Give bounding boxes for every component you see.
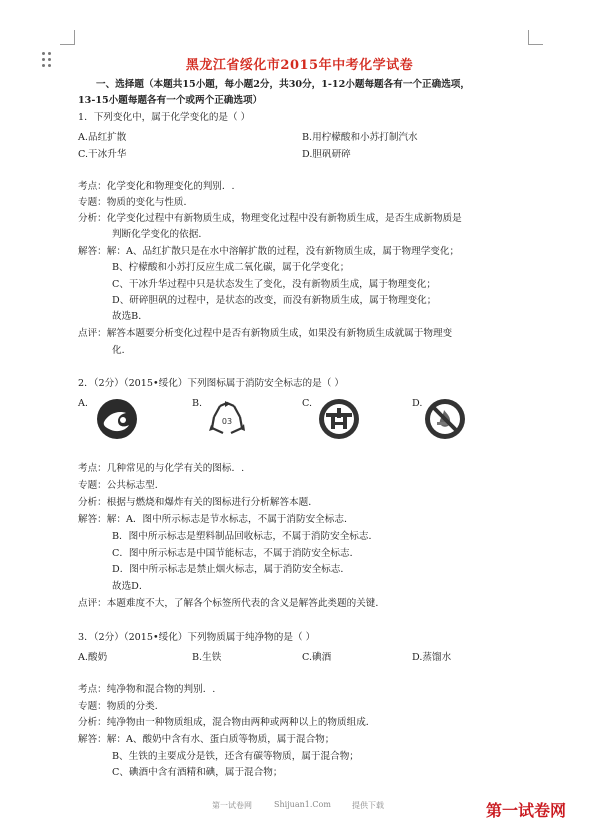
q2-dianping: 点评：本题难度不大，了解各个标签所代表的含义是解答此类题的关键． bbox=[78, 598, 385, 609]
no-fire-sign-icon bbox=[424, 398, 466, 440]
q1-jieda-line2: B、柠檬酸和小苏打反应生成二氧化碳，属于化学变化； bbox=[112, 262, 350, 273]
q3-fenxi: 分析：纯净物由一种物质组成，混合物由两种或两种以上的物质组成． bbox=[78, 717, 376, 728]
q3-option-b: B.生铁 bbox=[192, 652, 222, 663]
q3-zhuanti: 专题：物质的分类． bbox=[78, 701, 165, 712]
q2-option-d-label: D. bbox=[412, 398, 423, 409]
q1-option-a: A.品红扩散 bbox=[78, 132, 127, 143]
crop-mark-top-right bbox=[528, 30, 543, 45]
q2-stem: 2．（2分）（2015•绥化）下列图标属于消防安全标志的是（ ） bbox=[78, 378, 344, 389]
q1-jieda-line1: 解答：解：A、品红扩散只是在水中溶解扩散的过程，没有新物质生成，属于物理学变化； bbox=[78, 246, 460, 257]
q2-zhuanti: 专题：公共标志型． bbox=[78, 480, 165, 491]
q2-fenxi: 分析：根据与燃烧和爆炸有关的图标进行分析解答本题． bbox=[78, 497, 318, 508]
q3-stem: 3．（2分）（2015•绥化）下列物质属于纯净物的是（ ） bbox=[78, 632, 316, 643]
q3-kaodian: 考点：纯净物和混合物的判别．. bbox=[78, 684, 216, 695]
q1-fenxi-line1: 分析：化学变化过程中有新物质生成，物理变化过程中没有新物质生成，是否生成新物质是 bbox=[78, 213, 462, 224]
recycle-number: 03 bbox=[221, 417, 233, 426]
q2-option-a-label: A. bbox=[78, 398, 88, 409]
section-heading-line1: 一、选择题（本题共15小题，每小题2分，共30分，1-12小题每题各有一个正确选项， bbox=[96, 79, 470, 90]
q1-dianping-line1: 点评：解答本题要分析变化过程中是否有新物质生成，如果没有新物质生成就属于物理变 bbox=[78, 328, 453, 339]
footer-center[interactable]: Shijuan1.Com bbox=[274, 800, 331, 809]
section-heading-line2: 13-15小题每题各有一个或两个正确选项） bbox=[78, 95, 263, 106]
brand-logo: 第一试卷网 bbox=[486, 801, 567, 820]
q2-jieda-line1: 解答：解：A．图中所示标志是节水标志，不属于消防安全标志． bbox=[78, 514, 354, 525]
q1-option-b: B.用柠檬酸和小苏打制汽水 bbox=[302, 132, 418, 143]
china-energy-saving-sign-icon bbox=[318, 398, 360, 440]
q2-kaodian: 考点：几种常见的与化学有关的图标．. bbox=[78, 463, 245, 474]
q2-jieda-line3: C．图中所示标志是中国节能标志，不属于消防安全标志． bbox=[112, 548, 360, 559]
q1-stem: 1．下列变化中，属于化学变化的是（ ） bbox=[78, 112, 251, 123]
q1-jieda-line4: D、研碎胆矾的过程中，是状态的改变，而没有新物质生成，属于物理变化； bbox=[112, 295, 437, 306]
q3-jieda-line1: 解答：解：A、酸奶中含有水、蛋白质等物质，属于混合物； bbox=[78, 734, 335, 745]
q2-jieda-line5: 故选D． bbox=[112, 581, 149, 592]
q2-jieda-line2: B．图中所示标志是塑料制品回收标志，不属于消防安全标志． bbox=[112, 531, 379, 542]
q1-dianping-line2: 化． bbox=[112, 345, 132, 356]
q1-zhuanti: 专题：物质的变化与性质． bbox=[78, 197, 194, 208]
crop-mark-top-left bbox=[60, 30, 75, 45]
q1-option-d: D.胆矾研碎 bbox=[302, 149, 351, 160]
q1-jieda-line5: 故选B． bbox=[112, 311, 148, 322]
q3-option-d: D.蒸馏水 bbox=[412, 652, 452, 663]
page-title: 黑龙江省绥化市2015年中考化学试卷 bbox=[185, 58, 414, 73]
q3-jieda-line2: B、生铁的主要成分是铁，还含有碳等物质，属于混合物； bbox=[112, 751, 359, 762]
q3-option-c: C.碘酒 bbox=[302, 652, 332, 663]
q2-option-c-label: C. bbox=[302, 398, 313, 409]
q2-jieda-line4: D．图中所示标志是禁止烟火标志，属于消防安全标志． bbox=[112, 564, 350, 575]
footer-left: 第一试卷网 bbox=[212, 801, 252, 810]
footer-right: 提供下载 bbox=[352, 801, 384, 810]
q3-jieda-line3: C、碘酒中含有酒精和碘，属于混合物； bbox=[112, 767, 283, 778]
recycling-03-icon bbox=[206, 398, 248, 440]
q1-jieda-line3: C、干冰升华过程中只是状态发生了变化，没有新物质生成，属于物理变化； bbox=[112, 279, 436, 290]
q1-fenxi-line2: 判断化学变化的依据． bbox=[112, 229, 208, 240]
q2-option-b-label: B. bbox=[192, 398, 203, 409]
water-saving-sign-icon bbox=[96, 398, 138, 440]
q3-option-a: A.酸奶 bbox=[78, 652, 108, 663]
q1-option-c: C.干冰升华 bbox=[78, 149, 127, 160]
q1-kaodian: 考点：化学变化和物理变化的判别．. bbox=[78, 181, 235, 192]
